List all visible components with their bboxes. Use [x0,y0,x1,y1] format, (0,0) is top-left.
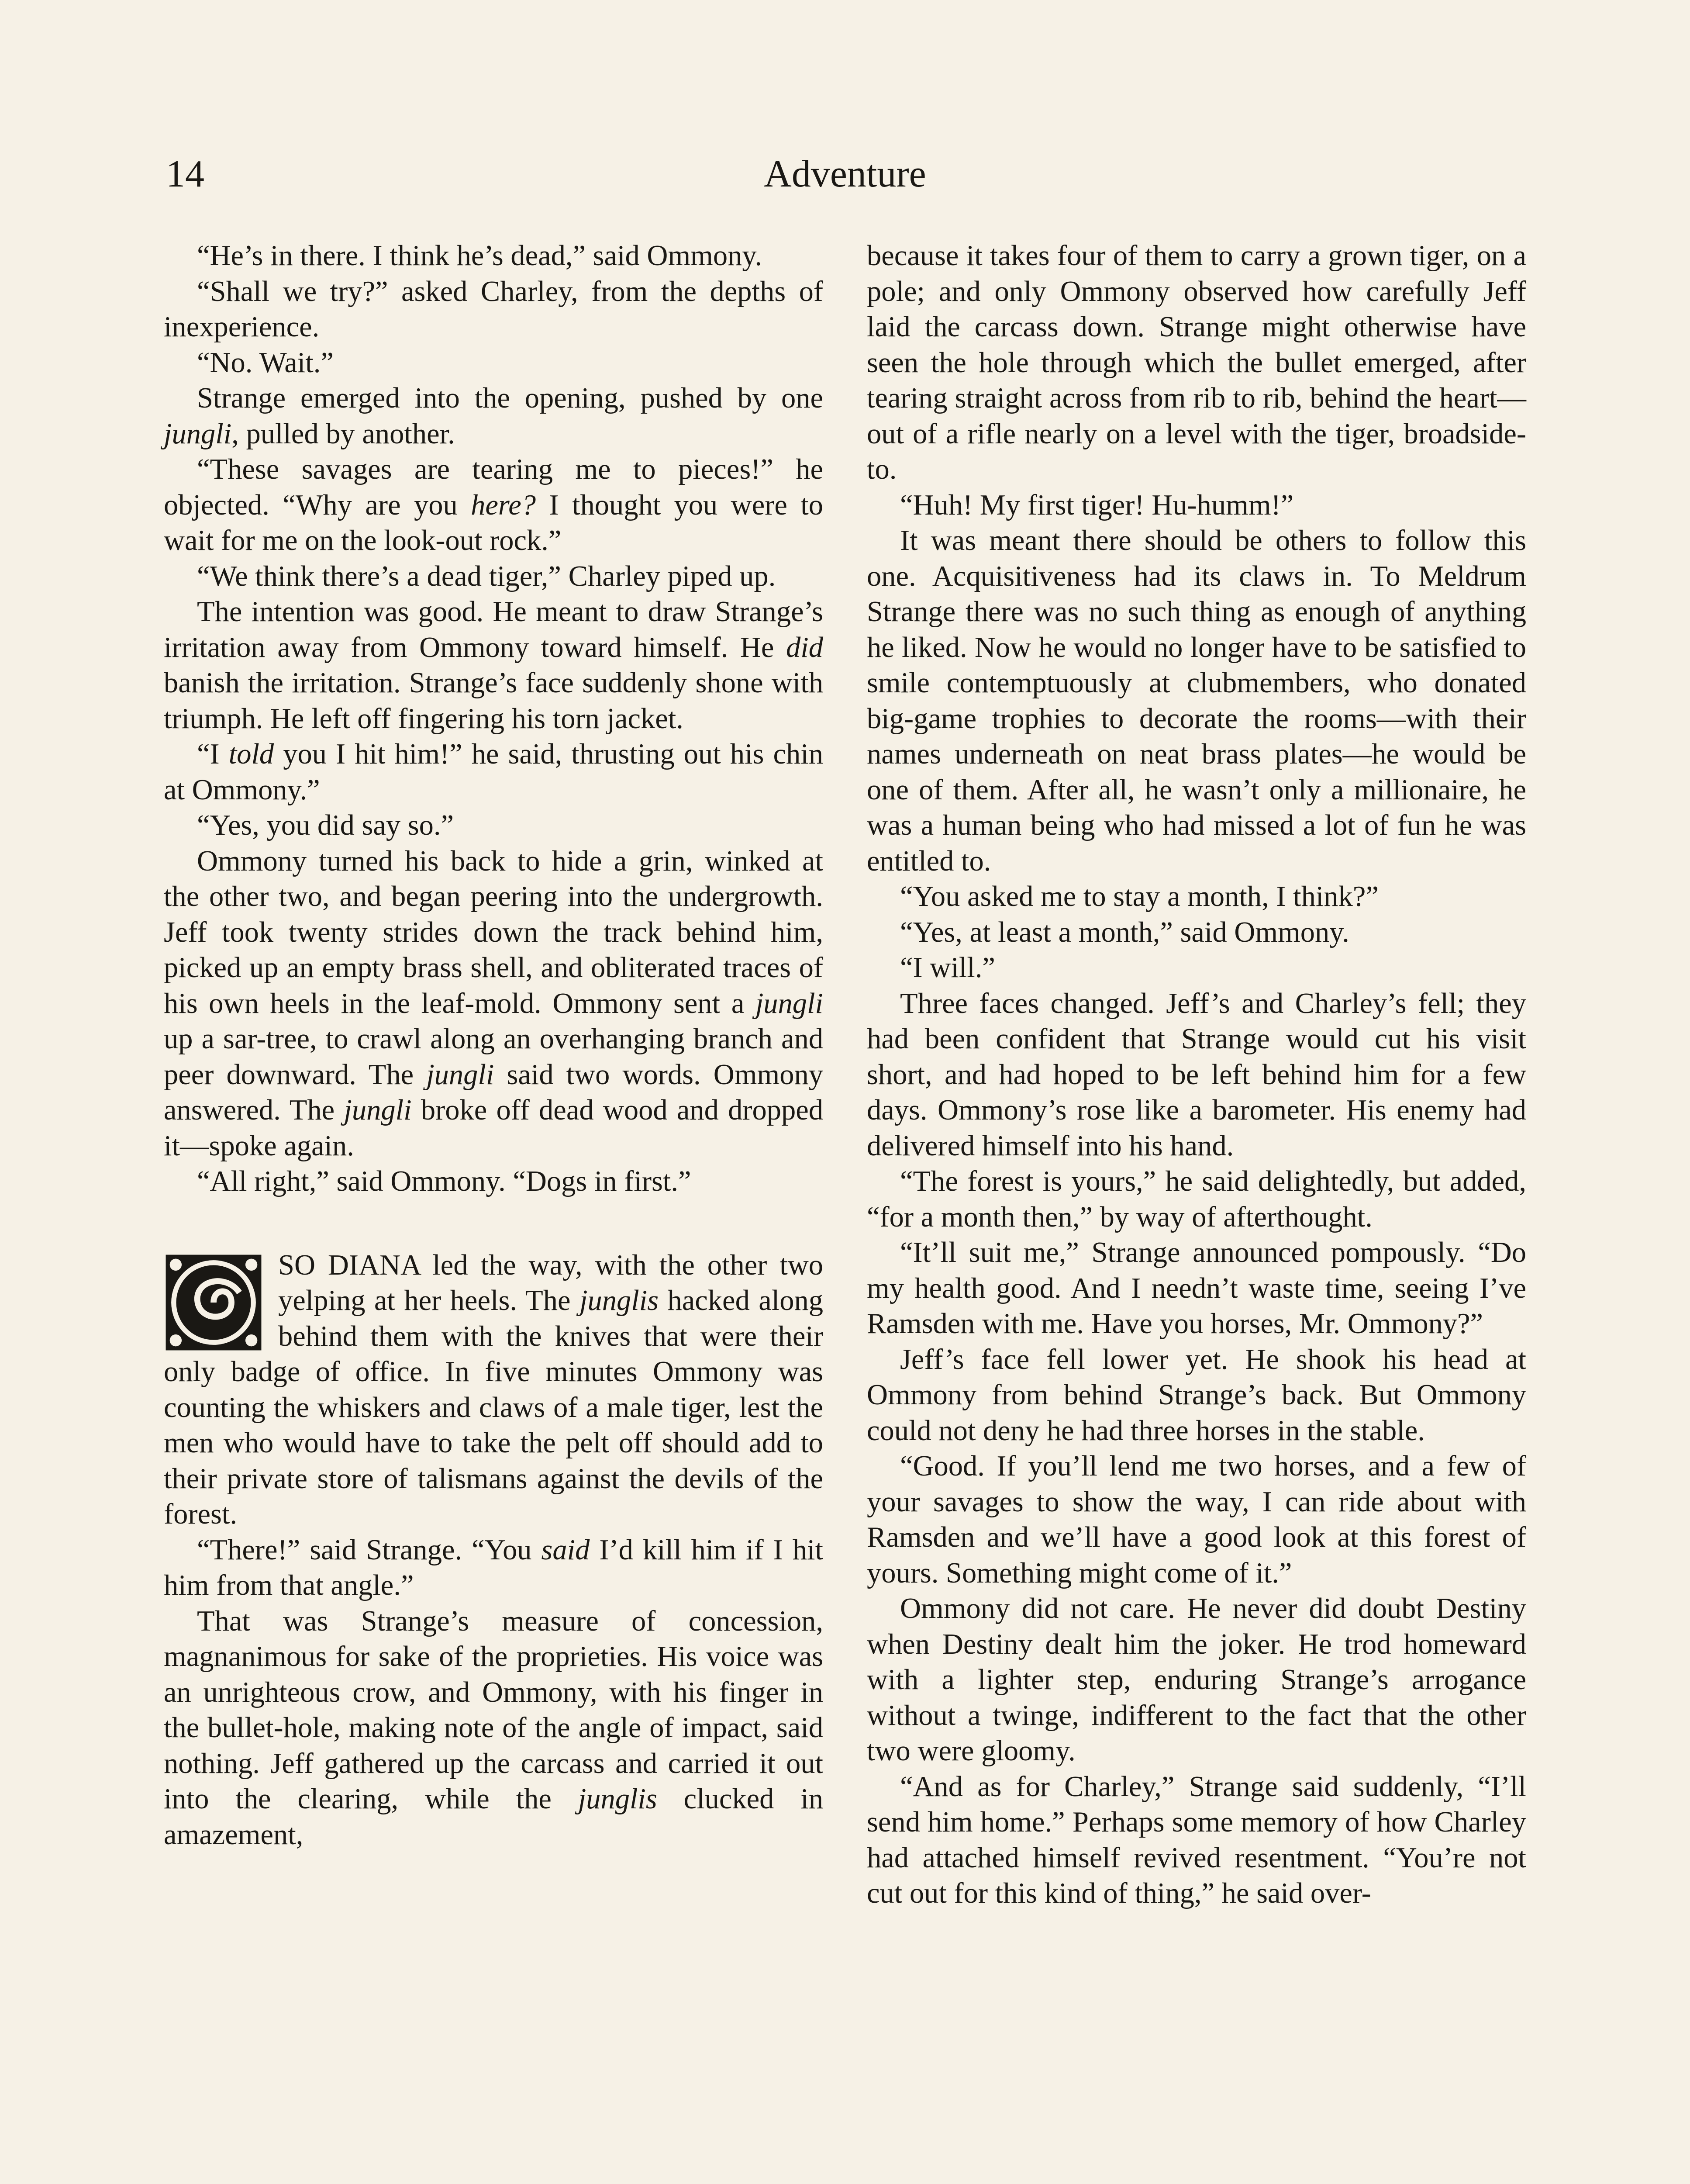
left-paragraph: “All right,” said Ommony. “Dogs in first.” [197,1165,691,1197]
right-paragraph: Jeff’s face fell lower yet. He shook his head at Ommony from behind Strange’s back. But Ommony could not deny he had three horses in the stable. [867,1343,1526,1447]
swirl-ornament-icon [164,1253,263,1352]
left-paragraph: The intention was good. He meant to draw Strange’s irritation away from Ommony toward himself. He did banish the irritation. Strange’s face suddenly shone with triumph. He left off fingering his torn jacket. [164,596,823,735]
right-column [867,238,1526,1911]
right-paragraph: “The forest is yours,” he said delightedly, but added, “for a month then,” by way of afterthought. [867,1165,1526,1233]
dropcap-paragraph-text: SO DIANA led the way, with the other two yelping at her heels. The junglis hacked along behind them with the knives that were their only badge of office. In five minutes Ommony was counting the whiskers and claws of a male tiger, lest the men who would have to take the pelt off should add to their private store of talismans against the devils of the forest. [164,1249,823,1530]
right-paragraph: Three faces changed. Jeff’s and Charley’s fell; they had been confident that Strange would cut his visit short, and had hoped to be left behind him for a few days. Ommony’s rose like a barometer. His enemy had delivered himself into his hand. [867,987,1526,1162]
running-title: Adventure [764,153,926,195]
left-paragraph [164,1248,823,1532]
right-paragraph: “I will.” [900,952,995,984]
left-paragraph: “We think there’s a dead tiger,” Charley piped up. [197,560,776,592]
page-number: 14 [166,153,204,195]
right-paragraph: It was meant there should be others to follow this one. Acquisitiveness had its claws in. To Meldrum Strange there was no such thing as enough of anything he liked. Now he would no longer have to be satisfied to smile contemptuously at clubmembers, who donated big-game trophies to decorate the rooms—with their names underneath on neat brass plates—he would be one of them. After all, he wasn’t only a millionaire, he was a human being who had missed a lot of fun he was entitled to. [867,525,1526,877]
left-paragraph: “I told you I hit him!” he said, thrusting out his chin at Ommony.” [164,738,823,806]
left-paragraph: “There!” said Strange. “You said I’d kill him if I hit him from that angle.” [164,1534,823,1601]
left-paragraph: “Yes, you did say so.” [197,809,454,841]
right-paragraph: Ommony did not care. He never did doubt Destiny when Destiny dealt him the joker. He trod homeward with a lighter step, enduring Strange’s arrogance without a twinge, indifferent to the fact that the other two were gloomy. [867,1593,1526,1767]
right-paragraph: “It’ll suit me,” Strange announced pompously. “Do my health good. And I needn’t waste time, seeing I’ve Ramsden with me. Have you horses, Mr. Ommony?” [867,1237,1526,1340]
right-paragraph: because it takes four of them to carry a grown tiger, on a pole; and only Ommony observed how carefully Jeff laid the carcass down. Strange might otherwise have seen the hole through which the bullet emerged, after tearing straight across from rib to rib, behind the heart—out of a rifle nearly on a level with the tiger, broadside-to. [867,240,1526,485]
right-paragraph: “Yes, at least a month,” said Ommony. [900,916,1349,948]
left-paragraph: “Shall we try?” asked Charley, from the depths of inexperience. [164,275,823,343]
left-column [164,238,823,1852]
left-paragraph: “These savages are tearing me to pieces!” he objected. “Why are you here? I thought you were to wait for me on the look-out rock.” [164,453,823,556]
right-paragraph: “Huh! My first tiger! Hu-humm!” [900,489,1294,521]
left-paragraph: Ommony turned his back to hide a grin, winked at the other two, and began peering into the undergrowth. Jeff took twenty strides down the track behind him, picked up an empty brass shell, and obliterated traces of his own heels in the leaf-mold. Ommony sent a jungli up a sar-tree, to crawl along an overhanging branch and peer downward. The jungli said two words. Ommony answered. The jungli broke off dead wood and dropped it—spoke again. [164,845,824,1162]
left-paragraph: That was Strange’s measure of concession, magnanimous for sake of the proprieties. His voice was an unrighteous crow, and Ommony, with his finger in the bullet-hole, making note of the angle of impact, said nothing. Jeff gathered up the carcass and carried it out into the clearing, while the junglis clucked in amazement, [164,1605,824,1851]
left-paragraph: “He’s in there. I think he’s dead,” said Ommony. [197,240,762,272]
left-paragraph: Strange emerged into the opening, pushed by one jungli, pulled by another. [164,382,823,450]
right-paragraph: “You asked me to stay a month, I think?” [900,881,1379,912]
right-paragraph: “Good. If you’ll lend me two horses, and a few of your savages to show the way, I can ride about with Ramsden and we’ll have a good look at this forest of yours. Something might come of it.” [867,1450,1526,1589]
left-paragraph: “No. Wait.” [197,346,334,379]
right-paragraph: “And as for Charley,” Strange said suddenly, “I’ll send him home.” Perhaps some memory of how Charley had attached himself revived resentment. “You’re not cut out for this kind of thing,” he said over- [867,1770,1526,1909]
